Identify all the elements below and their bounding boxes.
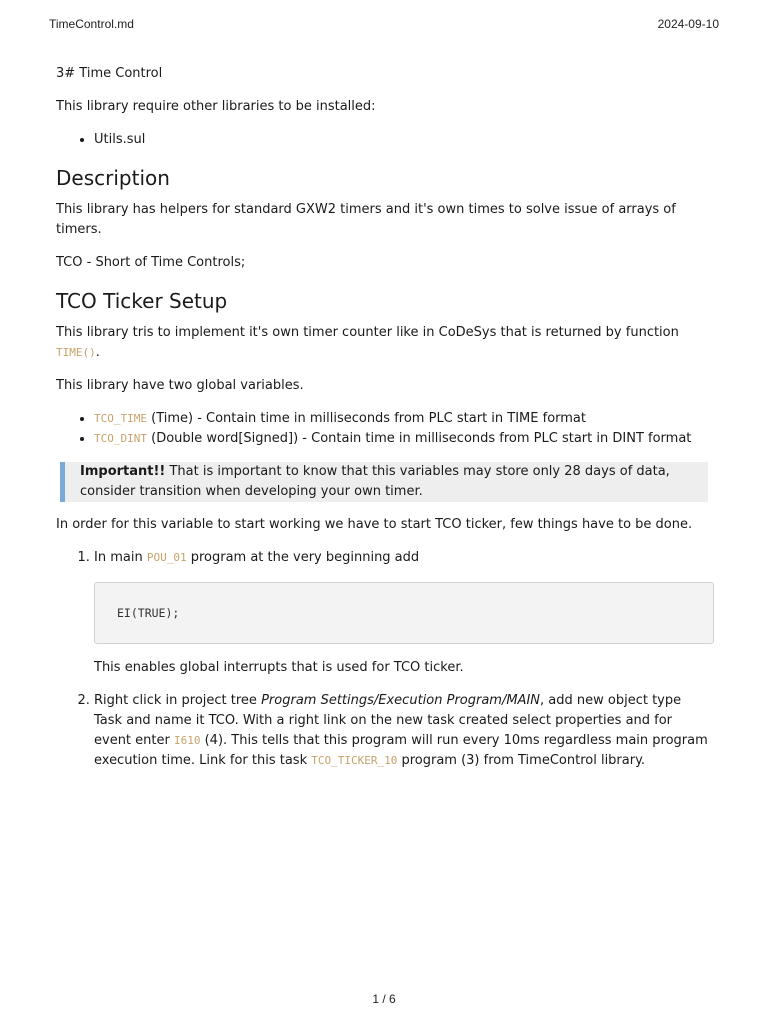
list-item-var: • TCO_DINT (Double word[Signed]) - Contain time in milliseconds from PLC start in DINT format: [94, 429, 712, 449]
steps-list: [56, 548, 712, 771]
header-filename: TimeControl.md: [49, 17, 134, 31]
code-block: EI(TRUE);: [94, 582, 714, 644]
description-heading: Description: [56, 166, 170, 190]
inline-code-time: TIME(): [56, 346, 96, 359]
list-item-var: • TCO_TIME (Time) - Contain time in milliseconds from PLC start in TIME format: [94, 409, 712, 429]
list-item-lib: • Utils.sul: [94, 130, 712, 150]
global-vars-list: [56, 409, 712, 449]
requires-text: This library require other libraries to be installed:: [56, 99, 376, 114]
setup-paragraph-1: This library tris to implement it's own timer counter like in CoDeSys that is returned by function TIME().: [56, 325, 679, 360]
inline-code-i610: I610: [173, 734, 201, 747]
note-bold: Important!!: [80, 464, 166, 479]
setup-heading: TCO Ticker Setup: [56, 289, 228, 313]
doc-heading-line: 3# Time Control: [56, 66, 163, 81]
step-item-2: 2. Right click in project tree Program Settings/Execution Program/MAIN, add new object type Task and name it TCO. With a right link on the new task created select properties and for event enter I610 (4). This tells that this program will run every 10ms regardless main program execution time. Link for this task TCO_TICKER_10 program (3) from TimeControl library.: [94, 691, 712, 771]
page-number: 1 / 6: [372, 992, 396, 1006]
step1-after-text: This enables global interrupts that is used for TCO ticker.: [94, 660, 464, 675]
document-body: [56, 64, 712, 784]
required-libs-list: [56, 130, 712, 150]
description-text: This library has helpers for standard GXW2 timers and it's own times to solve issue of arrays of timers.: [56, 202, 676, 237]
step-item-1: 1. In main POU_01 program at the very beginning add EI(TRUE); This enables global interrupts that is used for TCO ticker.: [94, 548, 712, 678]
inline-code-tco-time: TCO_TIME: [94, 412, 147, 425]
order-text: In order for this variable to start working we have to start TCO ticker, few things have to be done.: [56, 517, 693, 532]
setup-paragraph-2: This library have two global variables.: [56, 378, 304, 393]
important-note: Important!! That is important to know that this variables may store only 28 days of data, consider transition when developing your own timer.: [60, 462, 708, 502]
header-date: 2024-09-10: [657, 17, 719, 31]
inline-code-pou: POU_01: [146, 551, 187, 564]
step2-path: Program Settings/Execution Program/MAIN: [261, 693, 541, 708]
inline-code-tco-ticker: TCO_TICKER_10: [311, 754, 398, 767]
tco-short-text: TCO - Short of Time Controls;: [56, 255, 246, 270]
inline-code-tco-dint: TCO_DINT: [94, 432, 147, 445]
